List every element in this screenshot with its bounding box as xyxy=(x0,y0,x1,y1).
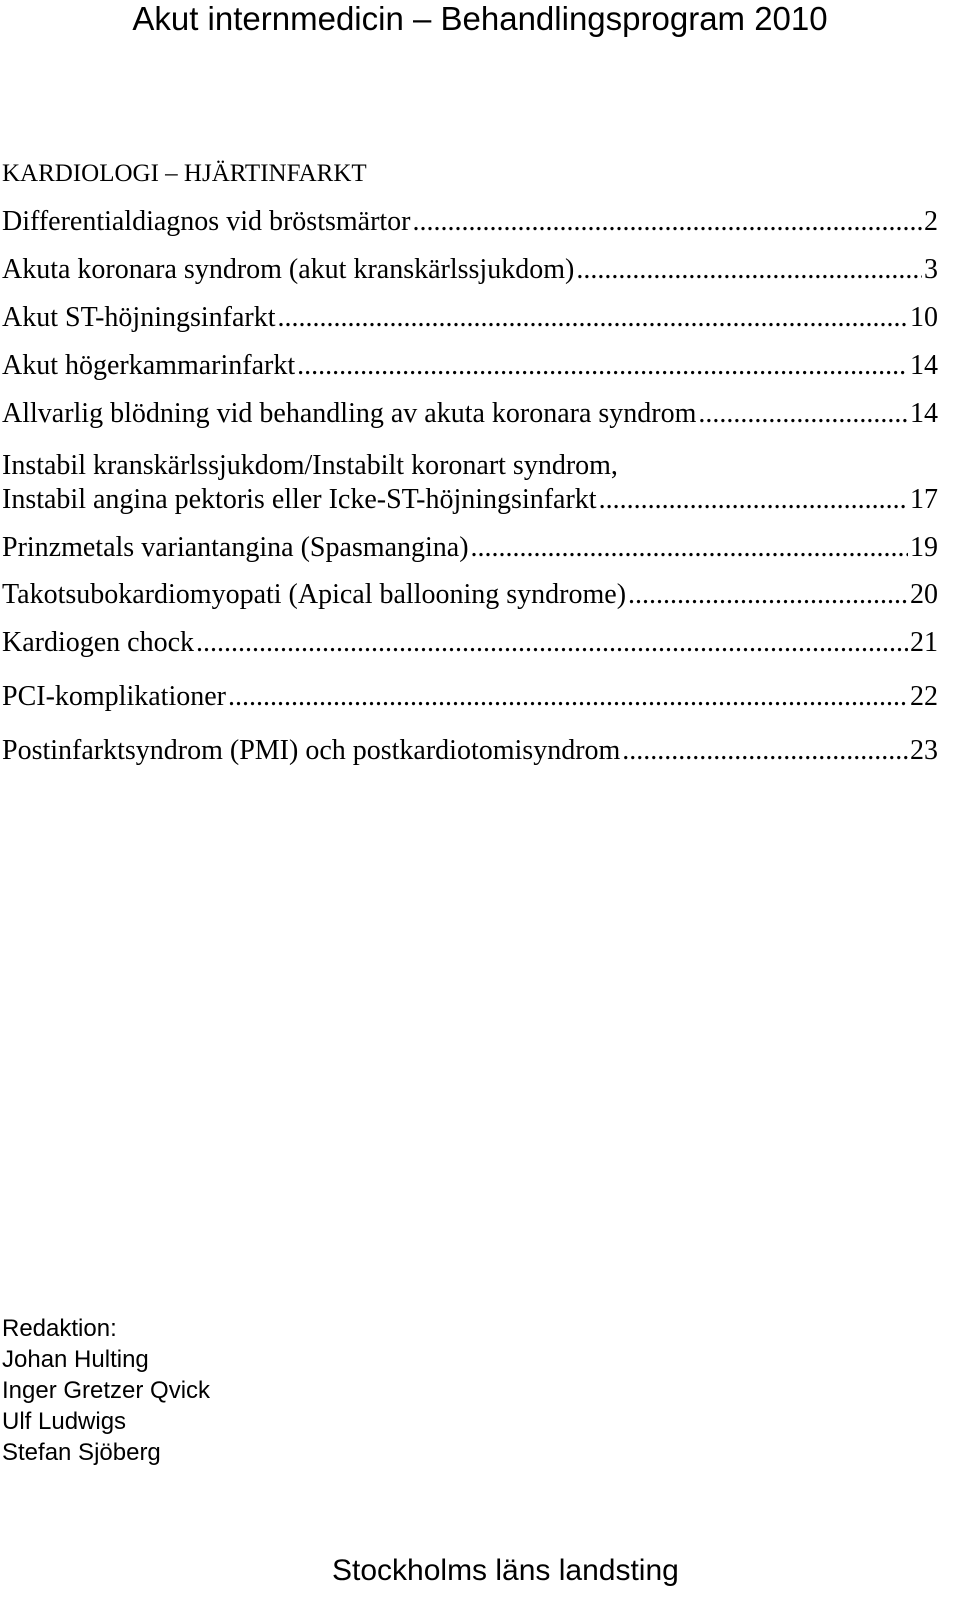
toc-entry-text: Allvarlig blödning vid behandling av akuta koronara syndrom xyxy=(2,398,697,429)
publisher-name: Stockholms läns landsting xyxy=(332,1554,679,1587)
toc-entry-takotsubokardiomyopati[interactable] xyxy=(2,578,938,612)
toc-entry-prinzmetals-variantangina[interactable] xyxy=(2,531,938,565)
toc-page-number: 23 xyxy=(910,735,938,766)
dot-leader xyxy=(297,349,908,383)
dot-leader xyxy=(413,205,922,239)
dot-leader xyxy=(228,680,908,714)
editor-name: Ulf Ludwigs xyxy=(2,1408,127,1435)
toc-entry-text: Kardiogen chock xyxy=(2,627,195,658)
toc-entry-text: Akut högerkammarinfarkt xyxy=(2,350,296,381)
toc-page-number: 21 xyxy=(910,627,938,658)
section-heading: KARDIOLOGI – HJÄRTINFARKT xyxy=(2,160,367,187)
toc-page-number: 10 xyxy=(910,302,938,333)
toc-entry-text: Postinfarktsyndrom (PMI) och postkardiotomisyndrom xyxy=(2,735,621,766)
toc-page-number: 14 xyxy=(910,350,938,381)
toc-entry-text: Prinzmetals variantangina (Spasmangina) xyxy=(2,532,469,563)
toc-page-number: 20 xyxy=(910,579,938,610)
dot-leader xyxy=(576,253,922,287)
toc-entry-pci-komplikationer[interactable] xyxy=(2,680,938,714)
toc-entry-akuta-koronara-syndrom[interactable] xyxy=(2,253,938,287)
toc-entry-akut-st-hojningsinfarkt[interactable] xyxy=(2,301,938,335)
toc-entry-text: Instabil angina pektoris eller Icke-ST-höjningsinfarkt xyxy=(2,484,597,515)
toc-entry-text-line1: Instabil kranskärlssjukdom/Instabilt koronart syndrom, xyxy=(2,450,618,481)
dot-leader xyxy=(471,531,908,565)
toc-page-number: 3 xyxy=(924,254,938,285)
toc-entry-differentialdiagnos[interactable] xyxy=(2,205,938,239)
editor-name: Inger Gretzer Qvick xyxy=(2,1377,211,1404)
editorial-credits xyxy=(2,1313,210,1468)
toc-entry-instabil-kranskarlssjukdom[interactable] xyxy=(2,449,938,517)
editors-label: Redaktion: xyxy=(2,1315,117,1342)
toc-page-number: 14 xyxy=(910,398,938,429)
toc-entry-text: PCI-komplikationer xyxy=(2,681,226,712)
dot-leader xyxy=(599,483,908,517)
dot-leader xyxy=(628,578,908,612)
dot-leader xyxy=(278,301,908,335)
dot-leader xyxy=(622,734,908,768)
toc-entry-text: Akut ST-höjningsinfarkt xyxy=(2,302,276,333)
toc-entry-text: Takotsubokardiomyopati (Apical ballooning syndrome) xyxy=(2,579,627,610)
toc-entry-akut-hogerkammarinfarkt[interactable] xyxy=(2,349,938,383)
editor-name: Stefan Sjöberg xyxy=(2,1439,161,1466)
toc-page-number: 22 xyxy=(910,681,938,712)
document-title: Akut internmedicin – Behandlingsprogram 2010 xyxy=(132,0,828,37)
toc-page-number: 17 xyxy=(910,484,938,515)
toc-entry-kardiogen-chock[interactable] xyxy=(2,626,938,660)
toc-entry-text: Differentialdiagnos vid bröstsmärtor xyxy=(2,206,411,237)
dot-leader xyxy=(698,397,908,431)
toc-entry-text: Akuta koronara syndrom (akut kranskärlssjukdom) xyxy=(2,254,575,285)
editor-name: Johan Hulting xyxy=(2,1346,149,1373)
toc-entry-postinfarktsyndrom[interactable] xyxy=(2,734,938,768)
toc-page-number: 19 xyxy=(910,532,938,563)
toc-page-number: 2 xyxy=(924,206,938,237)
dot-leader xyxy=(196,626,908,660)
toc-entry-allvarlig-blodning[interactable] xyxy=(2,397,938,431)
